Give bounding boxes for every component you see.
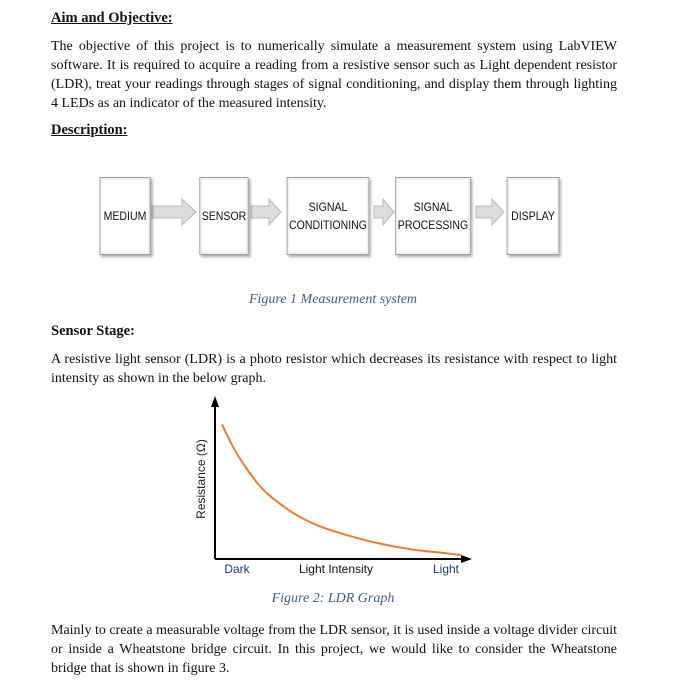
description-heading: Description: — [51, 122, 128, 138]
block-display-label: DISPLAY — [511, 209, 555, 223]
arrow-sensor-conditioning — [249, 196, 283, 228]
block-processing-line2: PROCESSING — [397, 218, 469, 232]
block-display — [507, 177, 560, 255]
block-sensor-label: SENSOR — [201, 209, 247, 223]
block-sensor — [199, 177, 248, 255]
ldr-graph — [185, 393, 485, 585]
resistance-curve — [222, 425, 461, 556]
x-tick-light: Light — [432, 562, 460, 576]
block-signal-conditioning — [287, 177, 370, 255]
x-tick-dark: Dark — [224, 562, 250, 576]
block-signal-processing — [395, 177, 471, 255]
y-axis-arrowhead — [211, 396, 219, 407]
y-axis-label: Resistance (Ω) — [194, 439, 208, 519]
arrow-medium-sensor — [150, 196, 198, 228]
sensor-paragraph: A resistive light sensor (LDR) is a photo resistor which decreases its resistance with respect to light intensity as shown in the below graph. — [51, 352, 617, 386]
x-axis-label: Light Intensity — [298, 562, 374, 576]
block-processing-line1: SIGNAL — [413, 200, 453, 214]
block-conditioning-line2: CONDITIONING — [288, 218, 368, 232]
arrow-conditioning-processing — [373, 196, 395, 228]
block-conditioning-line1: SIGNAL — [308, 200, 348, 214]
sensor-heading: Sensor Stage: — [51, 323, 135, 339]
figure2-caption: Figure 2: LDR Graph — [271, 591, 395, 606]
block-medium — [99, 177, 150, 255]
closing-paragraph: Mainly to create a measurable voltage from the LDR sensor, it is used inside a voltage divider circuit or inside a Wheatstone bridge circuit. In this project, we would like to consider the Wheatstone bridge that is shown in figure 3. — [51, 623, 617, 676]
arrow-processing-display — [474, 196, 506, 228]
x-axis-arrowhead — [461, 555, 472, 563]
block-medium-label: MEDIUM — [103, 209, 147, 223]
aim-paragraph: The objective of this project is to numerically simulate a measurement system using LabVIEW software. It is required to acquire a reading from a resistive sensor such as Light dependent resistor (LDR), treat your readings through stages of signal conditioning, and display them through lighting 4 LEDs as an indicator of the measured intensity. — [51, 39, 617, 111]
figure1-caption: Figure 1 Measurement system — [248, 292, 418, 307]
aim-heading: Aim and Objective: — [51, 10, 173, 26]
